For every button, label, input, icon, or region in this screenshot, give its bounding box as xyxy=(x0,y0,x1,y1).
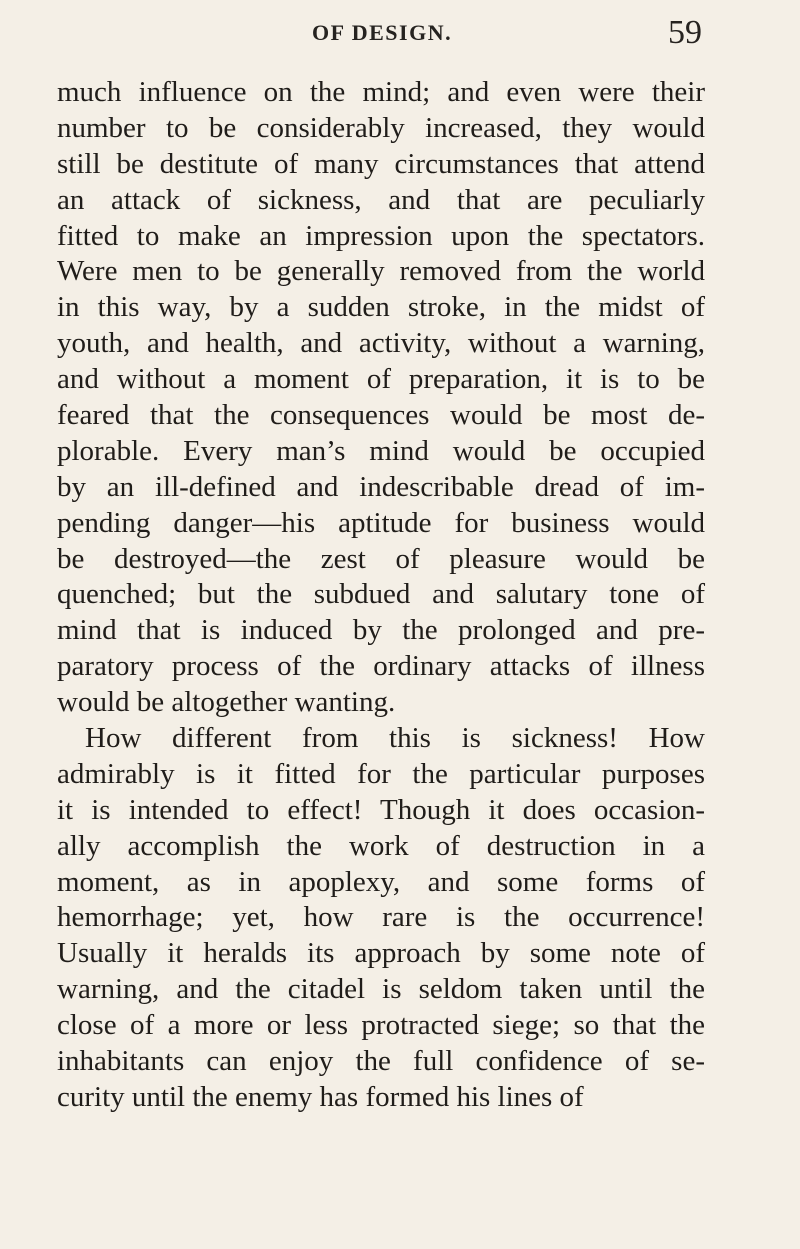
text-line: curity until the enemy has formed his lines of xyxy=(57,1080,584,1113)
running-head xyxy=(0,12,800,52)
paragraph-start-line: How different from this is sickness! How xyxy=(85,722,705,755)
body-text xyxy=(57,75,705,1116)
text-line: be destroyed—the zest of pleasure would be xyxy=(57,542,705,575)
page-number: 59 xyxy=(668,14,702,51)
text-line: mind that is induced by the prolonged and pre- xyxy=(57,614,705,647)
text-line: youth, and health, and activity, without a warning, xyxy=(57,327,705,360)
text-line: quenched; but the subdued and salutary tone of xyxy=(57,578,705,611)
text-line: paratory process of the ordinary attacks of illness xyxy=(57,650,705,683)
text-line: an attack of sickness, and that are peculiarly xyxy=(57,183,705,216)
text-line: inhabitants can enjoy the full confidence of se- xyxy=(57,1045,705,1078)
text-line: by an ill-defined and indescribable dread of im- xyxy=(57,470,705,503)
text-line: in this way, by a sudden stroke, in the midst of xyxy=(57,291,705,324)
text-line: warning, and the citadel is seldom taken until the xyxy=(57,973,705,1006)
text-line: and without a moment of preparation, it is to be xyxy=(57,363,705,396)
text-line: Were men to be generally removed from the world xyxy=(57,255,705,288)
text-line: much influence on the mind; and even were their xyxy=(57,76,705,108)
text-line: ally accomplish the work of destruction in a xyxy=(57,829,705,862)
text-line: pending danger—his aptitude for business would xyxy=(57,506,705,539)
text-line: admirably is it fitted for the particular purposes xyxy=(57,757,705,790)
text-line: feared that the consequences would be most de- xyxy=(57,399,705,432)
text-line: still be destitute of many circumstances that attend xyxy=(57,147,705,180)
text-line: close of a more or less protracted siege; so that the xyxy=(57,1009,705,1042)
text-line: plorable. Every man’s mind would be occupied xyxy=(57,434,705,467)
text-line: fitted to make an impression upon the spectators. xyxy=(57,219,705,252)
text-line: moment, as in apoplexy, and some forms of xyxy=(57,865,705,898)
paragraph-end-line: would be altogether wanting. xyxy=(57,686,396,719)
text-line: hemorrhage; yet, how rare is the occurrence! xyxy=(57,901,705,934)
text-line: Usually it heralds its approach by some note of xyxy=(57,937,705,970)
running-title: OF DESIGN. xyxy=(312,20,453,45)
text-line: number to be considerably increased, they would xyxy=(57,111,705,144)
text-line: it is intended to effect! Though it does occasion- xyxy=(57,793,705,826)
